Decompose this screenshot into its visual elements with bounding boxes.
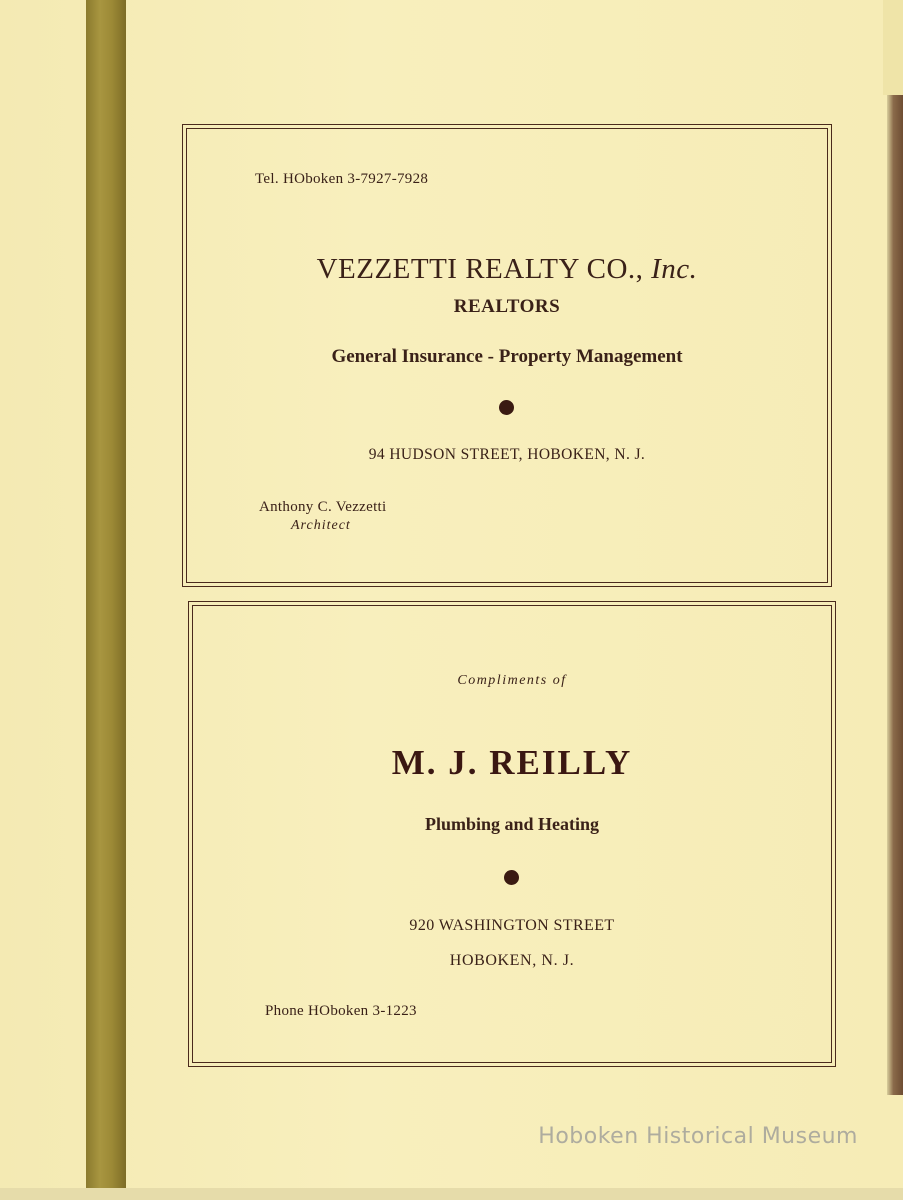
telephone-number: Tel. HOboken 3-7927-7928 <box>255 171 429 187</box>
museum-watermark: Hoboken Historical Museum <box>538 1124 858 1149</box>
address-line: 94 HUDSON STREET, HOBOKEN, N. J. <box>368 446 646 463</box>
reilly-plumbing-ad <box>188 601 836 1067</box>
street-address: 920 WASHINGTON STREET <box>409 917 615 934</box>
services-line: General Insurance - Property Management <box>331 346 683 367</box>
phone-number: Phone HOboken 3-1223 <box>265 1003 417 1019</box>
company-name <box>183 253 831 286</box>
gold-binding-strip <box>86 0 126 1200</box>
compliments-line: Compliments of <box>457 673 567 688</box>
company-name-text: VEZZETTI REALTY CO., <box>316 253 644 285</box>
page-bottom-edge <box>0 1188 903 1200</box>
bullet-dot-icon <box>504 870 519 885</box>
page-edge-shadow <box>887 95 903 1095</box>
company-suffix: Inc. <box>651 253 698 285</box>
company-name: M. J. REILLY <box>391 743 633 782</box>
bullet-dot-icon <box>499 400 514 415</box>
company-subtitle: REALTORS <box>453 296 561 317</box>
architect-name: Anthony C. Vezzetti <box>259 499 387 515</box>
vezzetti-realty-ad <box>182 124 832 587</box>
city-address: HOBOKEN, N. J. <box>449 952 575 969</box>
architect-title: Architect <box>291 518 351 533</box>
services-line: Plumbing and Heating <box>424 814 600 834</box>
page-edge-top <box>883 0 903 95</box>
